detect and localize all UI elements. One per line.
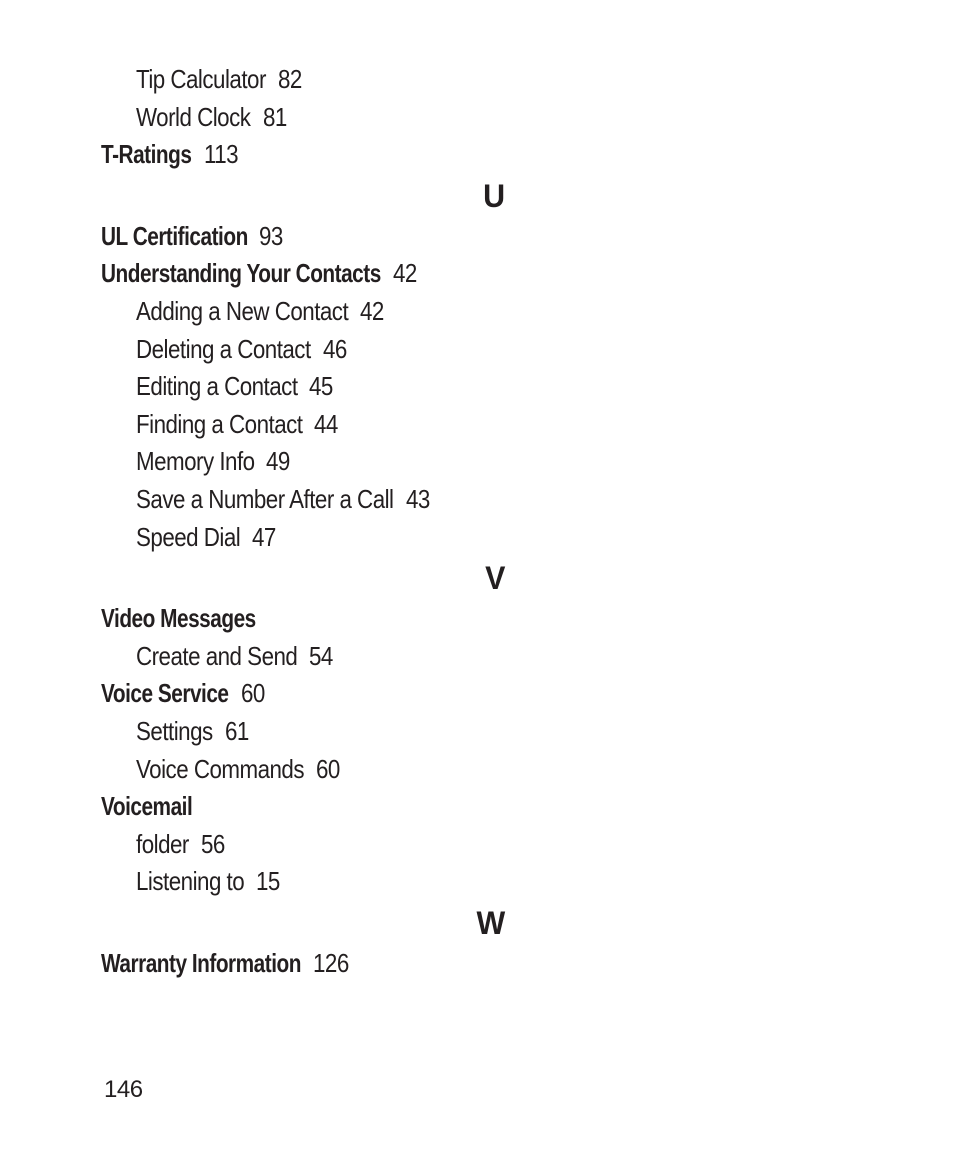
index-page-ref: 60 — [316, 753, 341, 784]
index-subentry — [101, 519, 505, 557]
index-term: Save a Number After a Call — [136, 483, 394, 514]
index-column — [101, 61, 505, 982]
index-page-ref: 42 — [359, 295, 384, 326]
index-term: Editing a Contact — [136, 371, 298, 402]
index-term: Tip Calculator — [136, 64, 266, 94]
index-term: Speed Dial — [136, 521, 241, 552]
index-entry — [101, 675, 505, 713]
index-term: Voice Service — [101, 678, 229, 709]
index-subentry — [101, 826, 505, 864]
index-page-ref: 82 — [277, 64, 302, 94]
section-letter-label: V — [484, 560, 505, 597]
index-subentry — [101, 443, 505, 481]
index-page-ref: 15 — [255, 866, 280, 897]
index-subentry — [101, 751, 505, 789]
index-term: World Clock — [136, 101, 251, 132]
index-entry — [101, 136, 505, 174]
index-term: Warranty Information — [101, 947, 301, 978]
index-term: folder — [136, 828, 189, 859]
index-entry — [101, 255, 505, 293]
index-term: Create and Send — [136, 640, 298, 671]
index-page-ref: 42 — [392, 258, 417, 289]
section-letter — [101, 174, 505, 218]
index-term: Understanding Your Contacts — [101, 258, 381, 289]
index-entry — [101, 218, 505, 256]
section-letter — [101, 556, 505, 600]
index-page-ref: 45 — [309, 371, 334, 402]
index-term: Adding a New Contact — [136, 295, 349, 326]
index-term: UL Certification — [101, 220, 248, 251]
index-page-ref: 47 — [252, 521, 277, 552]
index-term: Listening to — [136, 866, 245, 897]
index-subentry — [101, 331, 505, 369]
index-page-ref: 126 — [312, 947, 349, 978]
index-subentry — [101, 863, 505, 901]
index-page-ref: 61 — [224, 715, 249, 746]
section-letter-label: W — [476, 904, 505, 941]
index-term: Video Messages — [101, 603, 256, 634]
index-page-ref: 56 — [201, 828, 226, 859]
index-page-ref: 43 — [405, 483, 430, 514]
index-page-ref: 81 — [262, 101, 287, 132]
index-entry — [101, 945, 505, 983]
index-term: Settings — [136, 715, 213, 746]
index-subentry — [101, 406, 505, 444]
index-page-ref: 93 — [259, 220, 284, 251]
section-letter-label: U — [483, 177, 505, 214]
index-page-ref: 60 — [240, 678, 265, 709]
index-subentry — [101, 368, 505, 406]
index-page-ref: 54 — [308, 640, 333, 671]
page-number: 146 — [104, 1076, 143, 1103]
index-entry — [101, 600, 505, 638]
section-letter — [101, 901, 505, 945]
index-term: Deleting a Contact — [136, 333, 311, 364]
index-subentry — [101, 638, 505, 676]
index-page-ref: 44 — [314, 408, 338, 439]
index-page-ref: 46 — [322, 333, 347, 364]
index-subentry — [101, 293, 505, 331]
index-subentry — [101, 61, 505, 99]
index-subentry — [101, 99, 505, 137]
index-subentry — [101, 713, 505, 751]
index-term: T-Ratings — [101, 139, 192, 170]
index-subentry — [101, 481, 505, 519]
index-term: Memory Info — [136, 446, 255, 477]
index-term: Voicemail — [101, 791, 193, 822]
index-entry — [101, 788, 505, 826]
index-term: Voice Commands — [136, 753, 305, 784]
index-page-ref: 49 — [266, 446, 291, 477]
index-term: Finding a Contact — [136, 408, 303, 439]
index-page-ref: 113 — [203, 139, 238, 170]
